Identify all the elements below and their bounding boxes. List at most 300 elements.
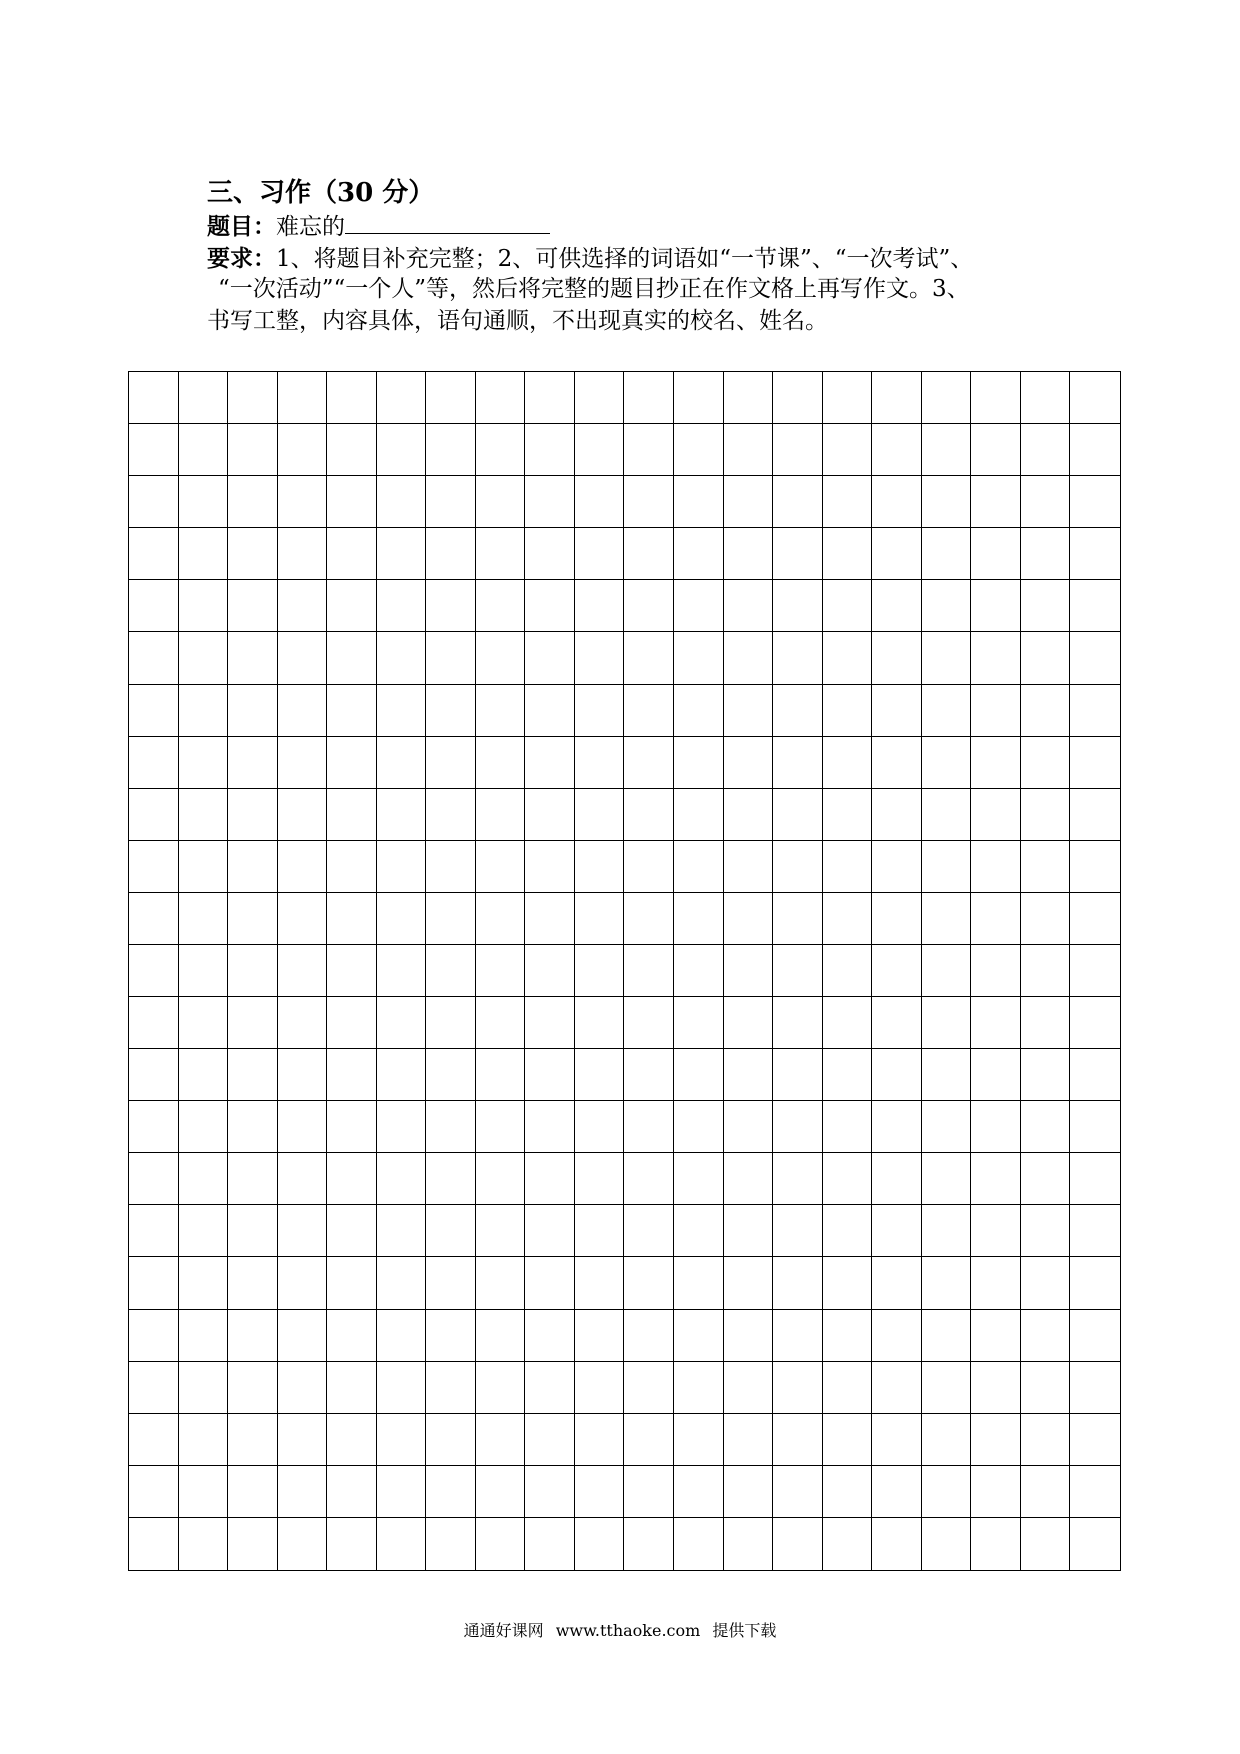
grid-cell[interactable] [278,528,328,580]
grid-cell[interactable] [872,737,922,789]
grid-cell[interactable] [1070,580,1120,632]
grid-cell[interactable] [674,1205,724,1257]
grid-cell[interactable] [525,476,575,528]
grid-cell[interactable] [773,632,823,684]
grid-cell[interactable] [278,1518,328,1570]
grid-cell[interactable] [426,789,476,841]
grid-cell[interactable] [823,424,873,476]
grid-cell[interactable] [129,737,179,789]
grid-cell[interactable] [1070,1414,1120,1466]
grid-cell[interactable] [724,1257,774,1309]
grid-cell[interactable] [278,1362,328,1414]
grid-cell[interactable] [228,945,278,997]
grid-cell[interactable] [278,997,328,1049]
grid-cell[interactable] [129,1362,179,1414]
grid-cell[interactable] [773,528,823,580]
grid-cell[interactable] [674,1362,724,1414]
grid-cell[interactable] [624,893,674,945]
grid-cell[interactable] [327,1362,377,1414]
grid-cell[interactable] [823,1466,873,1518]
grid-cell[interactable] [377,1101,427,1153]
grid-cell[interactable] [476,1257,526,1309]
grid-cell[interactable] [525,1153,575,1205]
grid-cell[interactable] [971,424,1021,476]
grid-cell[interactable] [624,1414,674,1466]
grid-cell[interactable] [773,1518,823,1570]
grid-cell[interactable] [327,893,377,945]
grid-cell[interactable] [971,1049,1021,1101]
grid-cell[interactable] [129,685,179,737]
grid-cell[interactable] [922,372,972,424]
grid-cell[interactable] [922,528,972,580]
grid-cell[interactable] [179,841,229,893]
grid-cell[interactable] [724,997,774,1049]
grid-cell[interactable] [1021,1414,1071,1466]
grid-cell[interactable] [1070,737,1120,789]
grid-cell[interactable] [1021,424,1071,476]
grid-cell[interactable] [1070,685,1120,737]
grid-cell[interactable] [624,1049,674,1101]
grid-cell[interactable] [922,1049,972,1101]
grid-cell[interactable] [179,476,229,528]
grid-cell[interactable] [278,632,328,684]
grid-cell[interactable] [1021,945,1071,997]
grid-cell[interactable] [525,528,575,580]
grid-cell[interactable] [377,945,427,997]
grid-cell[interactable] [129,1414,179,1466]
composition-grid[interactable] [128,371,1121,1571]
grid-cell[interactable] [476,528,526,580]
grid-cell[interactable] [971,1414,1021,1466]
grid-cell[interactable] [525,1310,575,1362]
grid-cell[interactable] [872,1518,922,1570]
grid-cell[interactable] [179,528,229,580]
grid-cell[interactable] [426,1414,476,1466]
grid-cell[interactable] [377,1518,427,1570]
grid-cell[interactable] [129,997,179,1049]
grid-cell[interactable] [624,945,674,997]
grid-cell[interactable] [179,1466,229,1518]
grid-cell[interactable] [1021,1518,1071,1570]
grid-cell[interactable] [922,789,972,841]
grid-cell[interactable] [674,737,724,789]
grid-cell[interactable] [971,685,1021,737]
grid-cell[interactable] [525,1414,575,1466]
grid-cell[interactable] [179,580,229,632]
grid-cell[interactable] [575,1101,625,1153]
grid-cell[interactable] [327,1466,377,1518]
grid-cell[interactable] [228,1049,278,1101]
grid-cell[interactable] [129,1153,179,1205]
grid-cell[interactable] [327,1153,377,1205]
grid-cell[interactable] [476,945,526,997]
grid-cell[interactable] [971,1362,1021,1414]
grid-cell[interactable] [327,1518,377,1570]
grid-cell[interactable] [228,476,278,528]
grid-cell[interactable] [525,1466,575,1518]
grid-cell[interactable] [773,1257,823,1309]
grid-cell[interactable] [674,1153,724,1205]
grid-cell[interactable] [377,1257,427,1309]
grid-cell[interactable] [179,997,229,1049]
grid-cell[interactable] [129,424,179,476]
grid-cell[interactable] [129,1310,179,1362]
grid-cell[interactable] [1070,632,1120,684]
grid-cell[interactable] [575,789,625,841]
grid-cell[interactable] [674,632,724,684]
grid-cell[interactable] [922,1362,972,1414]
grid-cell[interactable] [575,997,625,1049]
grid-cell[interactable] [724,893,774,945]
grid-cell[interactable] [823,1153,873,1205]
grid-cell[interactable] [872,1153,922,1205]
grid-cell[interactable] [823,1205,873,1257]
grid-cell[interactable] [228,1205,278,1257]
grid-cell[interactable] [377,580,427,632]
grid-cell[interactable] [327,789,377,841]
grid-cell[interactable] [278,1257,328,1309]
grid-cell[interactable] [872,632,922,684]
grid-cell[interactable] [278,476,328,528]
grid-cell[interactable] [377,737,427,789]
grid-cell[interactable] [1070,841,1120,893]
grid-cell[interactable] [922,685,972,737]
grid-cell[interactable] [228,893,278,945]
grid-cell[interactable] [823,893,873,945]
grid-cell[interactable] [575,1414,625,1466]
grid-cell[interactable] [773,1153,823,1205]
grid-cell[interactable] [922,1153,972,1205]
grid-cell[interactable] [228,528,278,580]
grid-cell[interactable] [327,1205,377,1257]
grid-cell[interactable] [575,1205,625,1257]
grid-cell[interactable] [724,789,774,841]
grid-cell[interactable] [179,1362,229,1414]
grid-cell[interactable] [426,685,476,737]
grid-cell[interactable] [872,372,922,424]
grid-cell[interactable] [278,372,328,424]
grid-cell[interactable] [724,1362,774,1414]
grid-cell[interactable] [922,945,972,997]
grid-cell[interactable] [129,1257,179,1309]
grid-cell[interactable] [426,737,476,789]
grid-cell[interactable] [228,1257,278,1309]
grid-cell[interactable] [228,580,278,632]
grid-cell[interactable] [1021,476,1071,528]
grid-cell[interactable] [674,789,724,841]
grid-cell[interactable] [971,632,1021,684]
grid-cell[interactable] [426,1101,476,1153]
grid-cell[interactable] [476,1049,526,1101]
grid-cell[interactable] [971,580,1021,632]
grid-cell[interactable] [327,945,377,997]
grid-cell[interactable] [228,1310,278,1362]
grid-cell[interactable] [377,1414,427,1466]
grid-cell[interactable] [476,424,526,476]
grid-cell[interactable] [872,1362,922,1414]
grid-cell[interactable] [1070,1362,1120,1414]
grid-cell[interactable] [377,893,427,945]
grid-cell[interactable] [674,528,724,580]
grid-cell[interactable] [823,1310,873,1362]
grid-cell[interactable] [377,1205,427,1257]
grid-cell[interactable] [179,789,229,841]
grid-cell[interactable] [624,1310,674,1362]
grid-cell[interactable] [525,1049,575,1101]
grid-cell[interactable] [476,1153,526,1205]
grid-cell[interactable] [1070,945,1120,997]
grid-cell[interactable] [1070,1101,1120,1153]
grid-cell[interactable] [724,945,774,997]
grid-cell[interactable] [179,1049,229,1101]
grid-cell[interactable] [327,372,377,424]
grid-cell[interactable] [724,1205,774,1257]
grid-cell[interactable] [476,476,526,528]
footer-url[interactable]: www.tthaoke.com [555,1621,701,1640]
grid-cell[interactable] [179,1205,229,1257]
grid-cell[interactable] [872,1466,922,1518]
grid-cell[interactable] [1021,1466,1071,1518]
grid-cell[interactable] [823,1101,873,1153]
grid-cell[interactable] [1070,1257,1120,1309]
grid-cell[interactable] [971,1205,1021,1257]
grid-cell[interactable] [674,1101,724,1153]
grid-cell[interactable] [278,1101,328,1153]
grid-cell[interactable] [872,1414,922,1466]
grid-cell[interactable] [724,685,774,737]
grid-cell[interactable] [1021,1153,1071,1205]
grid-cell[interactable] [476,1518,526,1570]
grid-cell[interactable] [1070,1518,1120,1570]
grid-cell[interactable] [525,1205,575,1257]
grid-cell[interactable] [228,1414,278,1466]
grid-cell[interactable] [1021,632,1071,684]
grid-cell[interactable] [278,685,328,737]
grid-cell[interactable] [971,528,1021,580]
grid-cell[interactable] [872,789,922,841]
grid-cell[interactable] [1021,528,1071,580]
grid-cell[interactable] [724,1466,774,1518]
grid-cell[interactable] [575,841,625,893]
grid-cell[interactable] [674,945,724,997]
grid-cell[interactable] [426,372,476,424]
grid-cell[interactable] [773,1205,823,1257]
grid-cell[interactable] [624,997,674,1049]
grid-cell[interactable] [823,685,873,737]
grid-cell[interactable] [971,1518,1021,1570]
grid-cell[interactable] [823,580,873,632]
grid-cell[interactable] [624,476,674,528]
grid-cell[interactable] [1021,1205,1071,1257]
grid-cell[interactable] [674,893,724,945]
grid-cell[interactable] [823,372,873,424]
grid-cell[interactable] [872,841,922,893]
grid-cell[interactable] [476,737,526,789]
grid-cell[interactable] [922,737,972,789]
grid-cell[interactable] [426,1153,476,1205]
grid-cell[interactable] [823,945,873,997]
grid-cell[interactable] [724,737,774,789]
grid-cell[interactable] [327,685,377,737]
grid-cell[interactable] [377,528,427,580]
grid-cell[interactable] [872,528,922,580]
grid-cell[interactable] [1070,1153,1120,1205]
grid-cell[interactable] [228,1362,278,1414]
grid-cell[interactable] [872,1310,922,1362]
grid-cell[interactable] [724,476,774,528]
grid-cell[interactable] [624,789,674,841]
grid-cell[interactable] [179,424,229,476]
grid-cell[interactable] [724,424,774,476]
grid-cell[interactable] [129,1049,179,1101]
grid-cell[interactable] [773,685,823,737]
grid-cell[interactable] [1021,893,1071,945]
grid-cell[interactable] [278,1414,328,1466]
grid-cell[interactable] [426,1205,476,1257]
grid-cell[interactable] [872,1101,922,1153]
grid-cell[interactable] [476,841,526,893]
grid-cell[interactable] [971,997,1021,1049]
grid-cell[interactable] [624,424,674,476]
grid-cell[interactable] [823,789,873,841]
grid-cell[interactable] [476,1414,526,1466]
grid-cell[interactable] [129,1205,179,1257]
grid-cell[interactable] [525,1362,575,1414]
grid-cell[interactable] [327,424,377,476]
grid-cell[interactable] [377,685,427,737]
grid-cell[interactable] [1021,1101,1071,1153]
grid-cell[interactable] [1070,424,1120,476]
grid-cell[interactable] [179,737,229,789]
grid-cell[interactable] [327,997,377,1049]
grid-cell[interactable] [624,580,674,632]
grid-cell[interactable] [1021,1310,1071,1362]
grid-cell[interactable] [525,424,575,476]
grid-cell[interactable] [476,1205,526,1257]
grid-cell[interactable] [624,841,674,893]
grid-cell[interactable] [129,1466,179,1518]
grid-cell[interactable] [624,1362,674,1414]
grid-cell[interactable] [624,632,674,684]
grid-cell[interactable] [278,893,328,945]
grid-cell[interactable] [1021,372,1071,424]
grid-cell[interactable] [179,1257,229,1309]
grid-cell[interactable] [228,1518,278,1570]
grid-cell[interactable] [922,1310,972,1362]
grid-cell[interactable] [773,1362,823,1414]
grid-cell[interactable] [823,1414,873,1466]
grid-cell[interactable] [823,528,873,580]
grid-cell[interactable] [1070,1205,1120,1257]
grid-cell[interactable] [278,1466,328,1518]
grid-cell[interactable] [872,945,922,997]
grid-cell[interactable] [922,1518,972,1570]
grid-cell[interactable] [674,1049,724,1101]
grid-cell[interactable] [823,632,873,684]
grid-cell[interactable] [724,372,774,424]
grid-cell[interactable] [575,372,625,424]
grid-cell[interactable] [179,1310,229,1362]
grid-cell[interactable] [377,841,427,893]
grid-cell[interactable] [228,372,278,424]
grid-cell[interactable] [575,1362,625,1414]
grid-cell[interactable] [922,893,972,945]
grid-cell[interactable] [872,893,922,945]
grid-cell[interactable] [575,893,625,945]
grid-cell[interactable] [724,1101,774,1153]
grid-cell[interactable] [525,372,575,424]
grid-cell[interactable] [823,841,873,893]
grid-cell[interactable] [1070,789,1120,841]
topic-blank[interactable] [345,211,550,234]
grid-cell[interactable] [426,893,476,945]
grid-cell[interactable] [1021,580,1071,632]
grid-cell[interactable] [971,841,1021,893]
grid-cell[interactable] [377,632,427,684]
grid-cell[interactable] [1070,1049,1120,1101]
grid-cell[interactable] [426,528,476,580]
grid-cell[interactable] [525,685,575,737]
grid-cell[interactable] [278,841,328,893]
grid-cell[interactable] [724,1414,774,1466]
grid-cell[interactable] [971,737,1021,789]
grid-cell[interactable] [377,789,427,841]
grid-cell[interactable] [624,1518,674,1570]
grid-cell[interactable] [1070,528,1120,580]
grid-cell[interactable] [426,1362,476,1414]
grid-cell[interactable] [476,580,526,632]
grid-cell[interactable] [674,1310,724,1362]
grid-cell[interactable] [1070,476,1120,528]
grid-cell[interactable] [426,945,476,997]
grid-cell[interactable] [674,1257,724,1309]
grid-cell[interactable] [327,1101,377,1153]
grid-cell[interactable] [426,1466,476,1518]
grid-cell[interactable] [426,580,476,632]
grid-cell[interactable] [327,528,377,580]
grid-cell[interactable] [228,789,278,841]
grid-cell[interactable] [426,1518,476,1570]
grid-cell[interactable] [377,1310,427,1362]
grid-cell[interactable] [773,476,823,528]
grid-cell[interactable] [624,737,674,789]
grid-cell[interactable] [377,372,427,424]
grid-cell[interactable] [773,424,823,476]
grid-cell[interactable] [922,424,972,476]
grid-cell[interactable] [129,789,179,841]
grid-cell[interactable] [724,1310,774,1362]
grid-cell[interactable] [1021,1049,1071,1101]
grid-cell[interactable] [724,1049,774,1101]
grid-cell[interactable] [674,424,724,476]
grid-cell[interactable] [624,1205,674,1257]
grid-cell[interactable] [278,424,328,476]
grid-cell[interactable] [525,1101,575,1153]
grid-cell[interactable] [575,1466,625,1518]
grid-cell[interactable] [922,1466,972,1518]
grid-cell[interactable] [724,632,774,684]
grid-cell[interactable] [624,1466,674,1518]
grid-cell[interactable] [674,997,724,1049]
grid-cell[interactable] [823,997,873,1049]
grid-cell[interactable] [1021,1362,1071,1414]
grid-cell[interactable] [773,841,823,893]
grid-cell[interactable] [426,1049,476,1101]
grid-cell[interactable] [327,580,377,632]
grid-cell[interactable] [674,580,724,632]
grid-cell[interactable] [179,632,229,684]
grid-cell[interactable] [575,528,625,580]
